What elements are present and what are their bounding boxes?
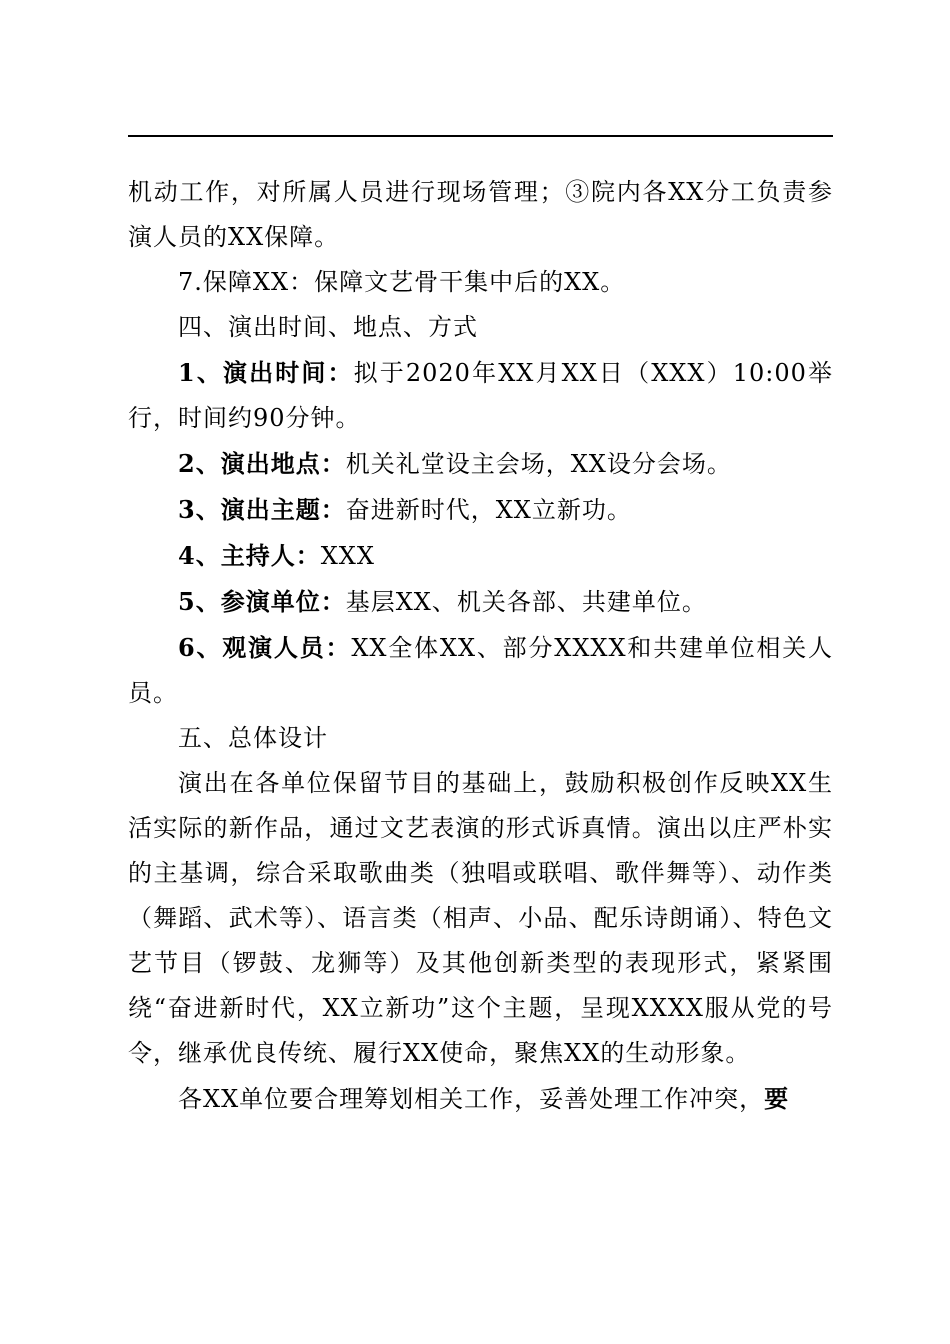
item-text: 奋进新时代，XX立新功。 (345, 496, 632, 524)
item-host (128, 533, 833, 579)
paragraph-duty-continued: 机动工作，对所属人员进行现场管理；③院内各XX分工负责参演人员的XX保障。 (128, 178, 833, 251)
paragraph-unit-requirements (128, 1076, 833, 1122)
item-label: 6、观演人员： (178, 633, 352, 662)
item-label: 3、演出主题： (178, 495, 346, 524)
item-performance-venue (128, 441, 833, 487)
item-text: 拟于2020年XX月XX日（XXX）10:00举行，时间约90分钟。 (128, 359, 834, 432)
document-body (128, 170, 833, 1122)
item-performance-theme (128, 487, 833, 533)
paragraph-bold-text: 要 (764, 1084, 790, 1113)
header-rule (128, 135, 833, 137)
paragraph-item-7: 7.保障XX：保障文艺骨干集中后的XX。 (178, 268, 626, 296)
item-label: 4、主持人： (178, 541, 321, 570)
item-text: 机关礼堂设主会场，XX设分会场。 (345, 450, 732, 478)
item-text: XX全体XX、部分XXXX和共建单位相关人员。 (128, 634, 834, 707)
item-label: 1、演出时间： (178, 358, 354, 387)
item-participating-units (128, 579, 833, 625)
section-heading-5: 五、总体设计 (178, 724, 328, 752)
item-text: 基层XX、机关各部、共建单位。 (345, 588, 707, 616)
section-heading-4: 四、演出时间、地点、方式 (178, 313, 478, 341)
item-label: 5、参演单位： (178, 587, 346, 616)
item-audience (128, 625, 833, 716)
item-text: XXX (320, 542, 375, 570)
item-label: 2、演出地点： (178, 449, 346, 478)
item-performance-time (128, 350, 833, 441)
paragraph-overall-design: 演出在各单位保留节目的基础上，鼓励积极创作反映XX生活实际的新作品，通过文艺表演的形式诉真情。演出以庄严朴实的主基调，综合采取歌曲类（独唱或联唱、歌伴舞等）、动作类（舞蹈、武术等）、语言类（相声、小品、配乐诗朗诵）、特色文艺节目（锣鼓、龙狮等）及其他创新类型的表现形式，紧紧围绕“奋进新时代，XX立新功”这个主题，呈现XXXX服从党的号令，继承优良传统、履行XX使命，聚焦XX的生动形象。 (128, 769, 833, 1067)
paragraph-text: 各XX单位要合理筹划相关工作，妥善处理工作冲突， (178, 1085, 765, 1113)
